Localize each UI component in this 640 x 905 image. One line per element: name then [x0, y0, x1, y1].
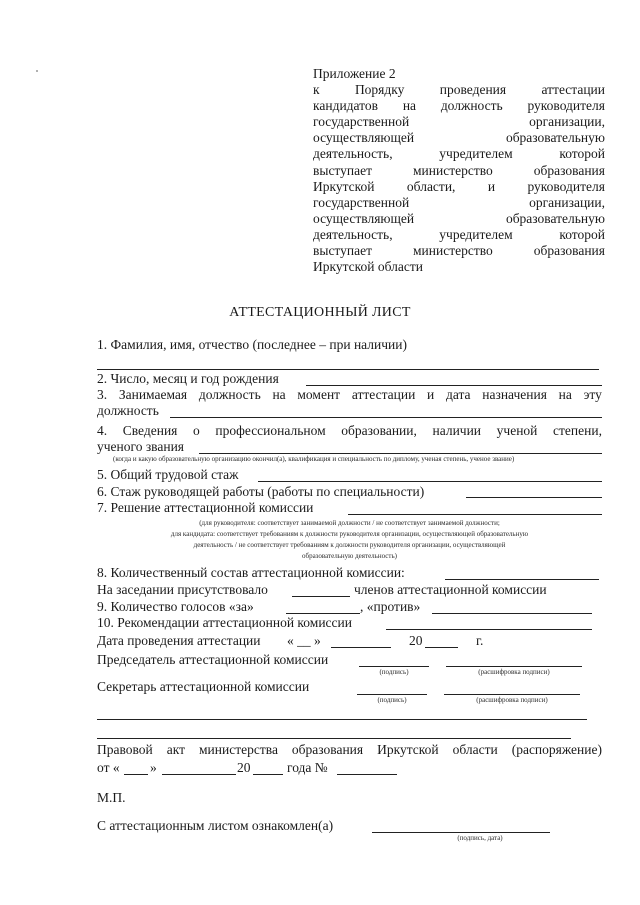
appendix-line	[313, 211, 605, 227]
chairman-signature-caption: (подпись)	[379, 668, 409, 676]
votes-against-line[interactable]	[432, 613, 592, 614]
field-6-line[interactable]	[466, 497, 602, 498]
word: и	[487, 178, 496, 194]
word: деятельность,	[313, 226, 393, 242]
word: осуществляющей	[313, 130, 415, 146]
acknowledgement-label: С аттестационным листом ознакомлен(а)	[97, 818, 334, 833]
word: образовательную	[505, 210, 605, 226]
legal-act-from: от «	[97, 760, 120, 775]
field-7-caption-4: образовательную деятельность)	[302, 552, 397, 560]
field-4-label-cont: ученого звания	[97, 439, 185, 454]
document-title: АТТЕСТАЦИОННЫЙ ЛИСТ	[229, 305, 411, 320]
secretary-name-caption: (расшифровка подписи)	[476, 696, 548, 704]
word: государственной	[313, 114, 410, 130]
field-5-label: 5. Общий трудовой стаж	[97, 467, 239, 482]
attestation-date-label: Дата проведения аттестации	[97, 633, 261, 648]
word: Сведения	[122, 423, 178, 438]
word: проведения	[439, 82, 507, 98]
field-2-line[interactable]	[306, 385, 602, 386]
word: руководителя	[527, 178, 605, 194]
appendix-line	[313, 179, 605, 195]
word: акт	[166, 742, 186, 757]
word: аттестации	[541, 82, 605, 98]
secretary-name-line[interactable]	[444, 694, 580, 695]
word: должность	[440, 98, 503, 114]
field-3-label	[97, 387, 602, 403]
word: на	[558, 387, 572, 402]
appendix-line	[313, 114, 605, 130]
word: деятельность,	[313, 146, 393, 162]
acknowledgement-caption: (подпись, дата)	[457, 834, 503, 842]
appendix-line	[313, 98, 605, 114]
field-3-line[interactable]	[170, 417, 602, 418]
word: о	[193, 423, 200, 438]
secretary-label: Секретарь аттестационной комиссии	[97, 679, 310, 694]
secretary-signature-caption: (подпись)	[377, 696, 407, 704]
word: степени,	[553, 423, 602, 438]
word: должность	[198, 387, 261, 402]
word: Иркутской	[377, 742, 439, 757]
scan-speck	[36, 70, 38, 72]
date-month-line[interactable]	[331, 647, 391, 648]
word: наличии	[432, 423, 482, 438]
votes-for-line[interactable]	[286, 613, 360, 614]
blank-line-1[interactable]	[97, 719, 587, 720]
word: к	[313, 82, 320, 98]
word: учредителем	[439, 226, 513, 242]
word: образовании,	[341, 423, 417, 438]
date-day-field[interactable]: « __ »	[287, 633, 321, 648]
present-label: На заседании присутствовало	[97, 582, 268, 597]
votes-against-label: , «против»	[360, 599, 421, 614]
legal-act-year-line[interactable]	[253, 774, 283, 775]
appendix-line	[313, 227, 605, 243]
word: Иркутской	[313, 178, 375, 194]
word: профессиональном	[215, 423, 326, 438]
field-8-line[interactable]	[445, 579, 599, 580]
field-6-label: 6. Стаж руководящей работы (работы по специальности)	[97, 484, 425, 499]
word: кандидатов	[313, 98, 379, 114]
word: министерства	[199, 742, 278, 757]
appendix-line	[313, 243, 605, 259]
date-year-prefix: 20	[409, 633, 423, 648]
secretary-signature-line[interactable]	[357, 694, 427, 695]
appendix-line	[313, 146, 605, 162]
word: министерство	[413, 162, 493, 178]
field-8-label: 8. Количественный состав аттестационной комиссии:	[97, 565, 405, 580]
word: на	[272, 387, 286, 402]
word: учредителем	[439, 146, 513, 162]
word: эту	[583, 387, 602, 402]
field-3-label-cont: должность	[97, 403, 159, 418]
field-7-caption-3: деятельность / не соответствует требованиям к должности руководителя организации, осуществляющей	[193, 541, 506, 549]
word: образования	[533, 243, 605, 259]
legal-act-number-label: года №	[287, 760, 328, 775]
word: которой	[559, 146, 605, 162]
word: Порядку	[354, 82, 405, 98]
word: 3.	[97, 387, 108, 402]
chairman-signature-line[interactable]	[359, 666, 429, 667]
word: руководителя	[527, 98, 605, 114]
appendix-line	[313, 130, 605, 146]
word: области	[452, 742, 498, 757]
word: выступает	[313, 243, 373, 259]
word: Правовой	[97, 742, 153, 757]
word: образовательную	[505, 130, 605, 146]
present-count-line[interactable]	[292, 596, 350, 597]
field-10-label: 10. Рекомендации аттестационной комиссии	[97, 615, 352, 630]
present-label-end: членов аттестационной комиссии	[354, 582, 547, 597]
word: организации,	[529, 114, 605, 130]
acknowledgement-signature-line[interactable]	[372, 832, 550, 833]
chairman-label: Председатель аттестационной комиссии	[97, 652, 329, 667]
date-year-line[interactable]	[425, 647, 458, 648]
field-9-label: 9. Количество голосов «за»	[97, 599, 254, 614]
field-10-line[interactable]	[386, 629, 592, 630]
field-4-caption: (когда и какую образовательную организацию окончил(а), квалификация и специальность по диплому, ученая степень, ученое звание)	[113, 455, 515, 463]
word: (распоряжение)	[511, 742, 602, 757]
legal-act-month-line[interactable]	[162, 774, 236, 775]
word: образования	[533, 162, 605, 178]
field-7-caption-2: для кандидата: соответствует требованиям к должности руководителя организации, осуществляющей образовательную	[170, 530, 529, 538]
word: 4.	[97, 423, 108, 438]
word: аттестации	[351, 387, 416, 402]
word: министерство	[413, 243, 493, 259]
word: дата	[445, 387, 471, 402]
field-7-line[interactable]	[348, 514, 602, 515]
field-4-line[interactable]	[199, 453, 602, 454]
field-5-line[interactable]	[258, 481, 602, 482]
word: организации,	[529, 194, 605, 210]
legal-act-day-line[interactable]	[124, 774, 148, 775]
word: назначения	[482, 387, 547, 402]
appendix-line	[313, 259, 605, 275]
word: момент	[297, 387, 341, 402]
field-4-label	[97, 423, 602, 439]
field-1-line[interactable]	[97, 369, 599, 370]
chairman-name-caption: (расшифровка подписи)	[478, 668, 550, 676]
word: образования	[291, 742, 364, 757]
field-1-label: 1. Фамилия, имя, отчество (последнее – при наличии)	[97, 337, 407, 352]
legal-act-number-line[interactable]	[337, 774, 397, 775]
word: Приложение 2	[313, 66, 396, 81]
word: области,	[406, 178, 456, 194]
word: которой	[559, 226, 605, 242]
field-7-caption-1: (для руководителя: соответствует занимаемой должности / не соответствует занимаемой должности;	[199, 519, 500, 527]
appendix-line	[313, 163, 605, 179]
legal-act-quote: »	[150, 760, 157, 775]
blank-line-2[interactable]	[97, 738, 571, 739]
word: выступает	[313, 162, 373, 178]
field-7-label: 7. Решение аттестационной комиссии	[97, 500, 314, 515]
word: на	[402, 98, 417, 114]
word: ученой	[496, 423, 538, 438]
legal-act-label	[97, 742, 602, 758]
legal-act-year-prefix: 20	[237, 760, 251, 775]
word: Занимаемая	[118, 387, 188, 402]
word: и	[427, 387, 435, 402]
appendix-line	[313, 66, 605, 82]
appendix-line	[313, 195, 605, 211]
appendix-header	[313, 66, 605, 275]
stamp-place: М.П.	[97, 790, 126, 805]
word: осуществляющей	[313, 210, 415, 226]
field-2-label: 2. Число, месяц и год рождения	[97, 371, 279, 386]
chairman-name-line[interactable]	[446, 666, 582, 667]
appendix-line	[313, 82, 605, 98]
word: Иркутской области	[313, 259, 424, 275]
word: государственной	[313, 194, 410, 210]
date-year-suffix: г.	[476, 633, 484, 648]
